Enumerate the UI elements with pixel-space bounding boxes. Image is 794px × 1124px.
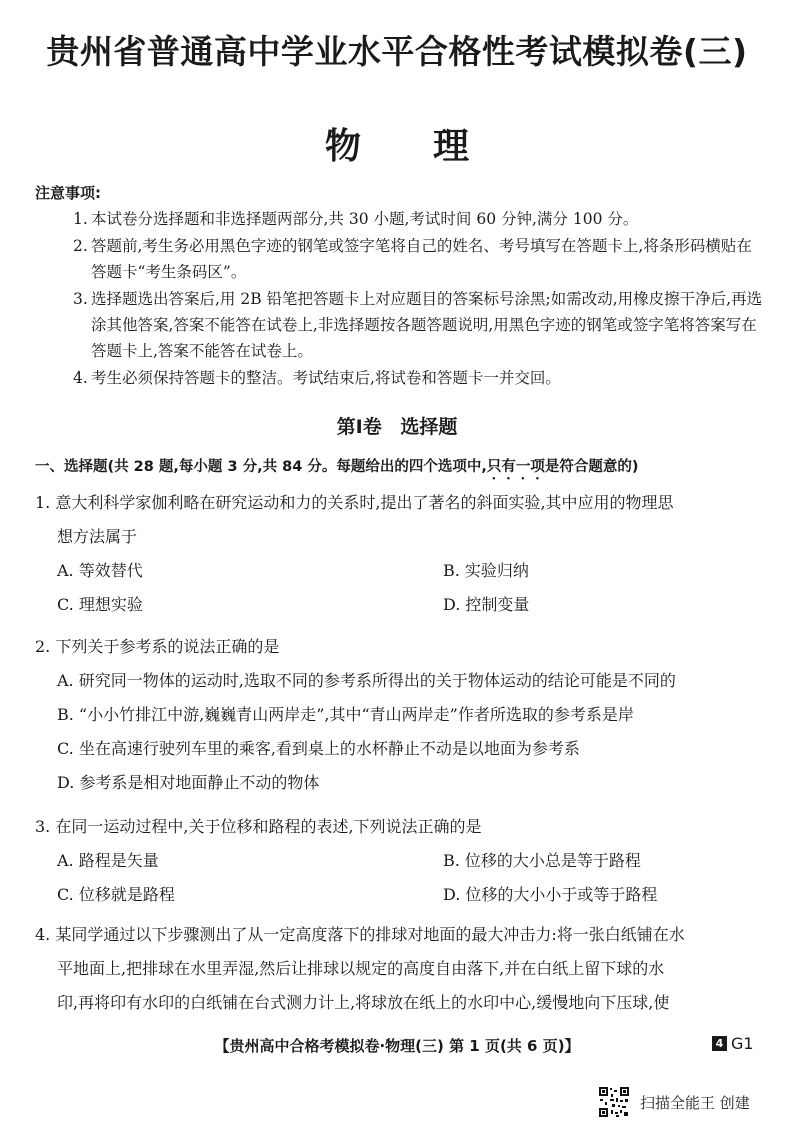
option-d: D. 位移的大小小于或等于路程 [443, 885, 658, 904]
question-3 [35, 810, 775, 912]
subject-title: 物理 [324, 126, 541, 167]
option-c: C. 位移就是路程 [57, 885, 175, 904]
option-b: B. 实验归纳 [443, 561, 529, 580]
scanner-text: 扫描全能王 创建 [640, 1093, 750, 1112]
notice-item-text: 选择题选出答案后,用 2B 铅笔把答题卡上对应题目的答案标号涂黑;如需改动,用橡皮擦干净后,再选涂其他答案,答案不能答在试卷上,非选择题按各题答题说明,用黑色字迹的钢笔或签字笔将答案写在答题卡上,答案不能答在试卷上。 [91, 290, 763, 360]
exam-title: 贵州省普通高中学业水平合格性考试模拟卷(三) [46, 32, 748, 71]
paper-code [712, 1034, 754, 1053]
page-footer: 【贵州高中合格考模拟卷·物理(三) 第 1 页(共 6 页)】 [214, 1037, 580, 1055]
notice-item-text: 考生必须保持答题卡的整洁。考试结束后,将试卷和答题卡一并交回。 [91, 369, 561, 387]
part-heading-after: 是符合题意的) [544, 459, 639, 475]
notice-item-number: 4. [73, 369, 88, 387]
option-b: B. “小小竹排江中游,巍巍青山两岸走”,其中“青山两岸走”作者所选取的参考系是岸 [57, 705, 634, 724]
notice-item [35, 286, 765, 364]
question-stem: 1. 意大利科学家伽利略在研究运动和力的关系时,提出了著名的斜面实验,其中应用的物理思 [35, 493, 674, 512]
part-heading [35, 455, 775, 483]
code-text: G1 [731, 1034, 754, 1053]
question-line: 印,再将印有水印的白纸铺在台式测力计上,将球放在纸上的水印中心,缓慢地向下压球,使 [57, 993, 670, 1012]
notice-item-text: 答题前,考生务必用黑色字迹的钢笔或签字笔将自己的姓名、考号填写在答题卡上,将条形码横贴在答题卡“考生条码区”。 [91, 237, 752, 281]
notice-item [35, 365, 765, 391]
question-line: 4. 某同学通过以下步骤测出了从一定高度落下的排球对地面的最大冲击力:将一张白纸铺在水 [35, 925, 685, 944]
question-1 [35, 486, 775, 622]
option-a: A. 研究同一物体的运动时,选取不同的参考系所得出的关于物体运动的结论可能是不同的 [57, 671, 676, 690]
question-stem: 3. 在同一运动过程中,关于位移和路程的表述,下列说法正确的是 [35, 817, 482, 836]
section-title: 第Ⅰ卷 选择题 [336, 416, 458, 438]
notice-item [35, 206, 765, 232]
option-b: B. 位移的大小总是等于路程 [443, 851, 641, 870]
option-a: A. 等效替代 [57, 561, 143, 580]
question-4 [35, 918, 775, 1020]
notice-item-number: 3. [73, 290, 88, 308]
question-2 [35, 630, 775, 800]
notice-heading: 注意事项: [35, 184, 101, 202]
option-d: D. 控制变量 [443, 595, 530, 614]
part-heading-emphasis: 只有一项 [486, 459, 545, 475]
notice-item-text: 本试卷分选择题和非选择题两部分,共 30 小题,考试时间 60 分钟,满分 100 分。 [91, 210, 639, 228]
notice-list [35, 206, 765, 392]
notice-item-number: 1. [73, 210, 88, 228]
option-d: D. 参考系是相对地面静止不动的物体 [57, 773, 320, 792]
notice-item-number: 2. [73, 237, 88, 255]
notice-item [35, 233, 765, 285]
option-c: C. 理想实验 [57, 595, 143, 614]
question-stem: 2. 下列关于参考系的说法正确的是 [35, 637, 280, 656]
question-stem-continued: 想方法属于 [57, 527, 138, 546]
option-c: C. 坐在高速行驶列车里的乘客,看到桌上的水杯静止不动是以地面为参考系 [57, 739, 580, 758]
qr-code-icon [598, 1086, 630, 1118]
scanner-watermark [598, 1085, 750, 1119]
code-box: 4 [712, 1036, 727, 1051]
question-line: 平地面上,把排球在水里弄湿,然后让排球以规定的高度自由落下,并在白纸上留下球的水 [57, 959, 665, 978]
part-heading-before: 一、选择题(共 28 题,每小题 3 分,共 84 分。每题给出的四个选项中, [35, 459, 487, 475]
option-a: A. 路程是矢量 [57, 851, 159, 870]
